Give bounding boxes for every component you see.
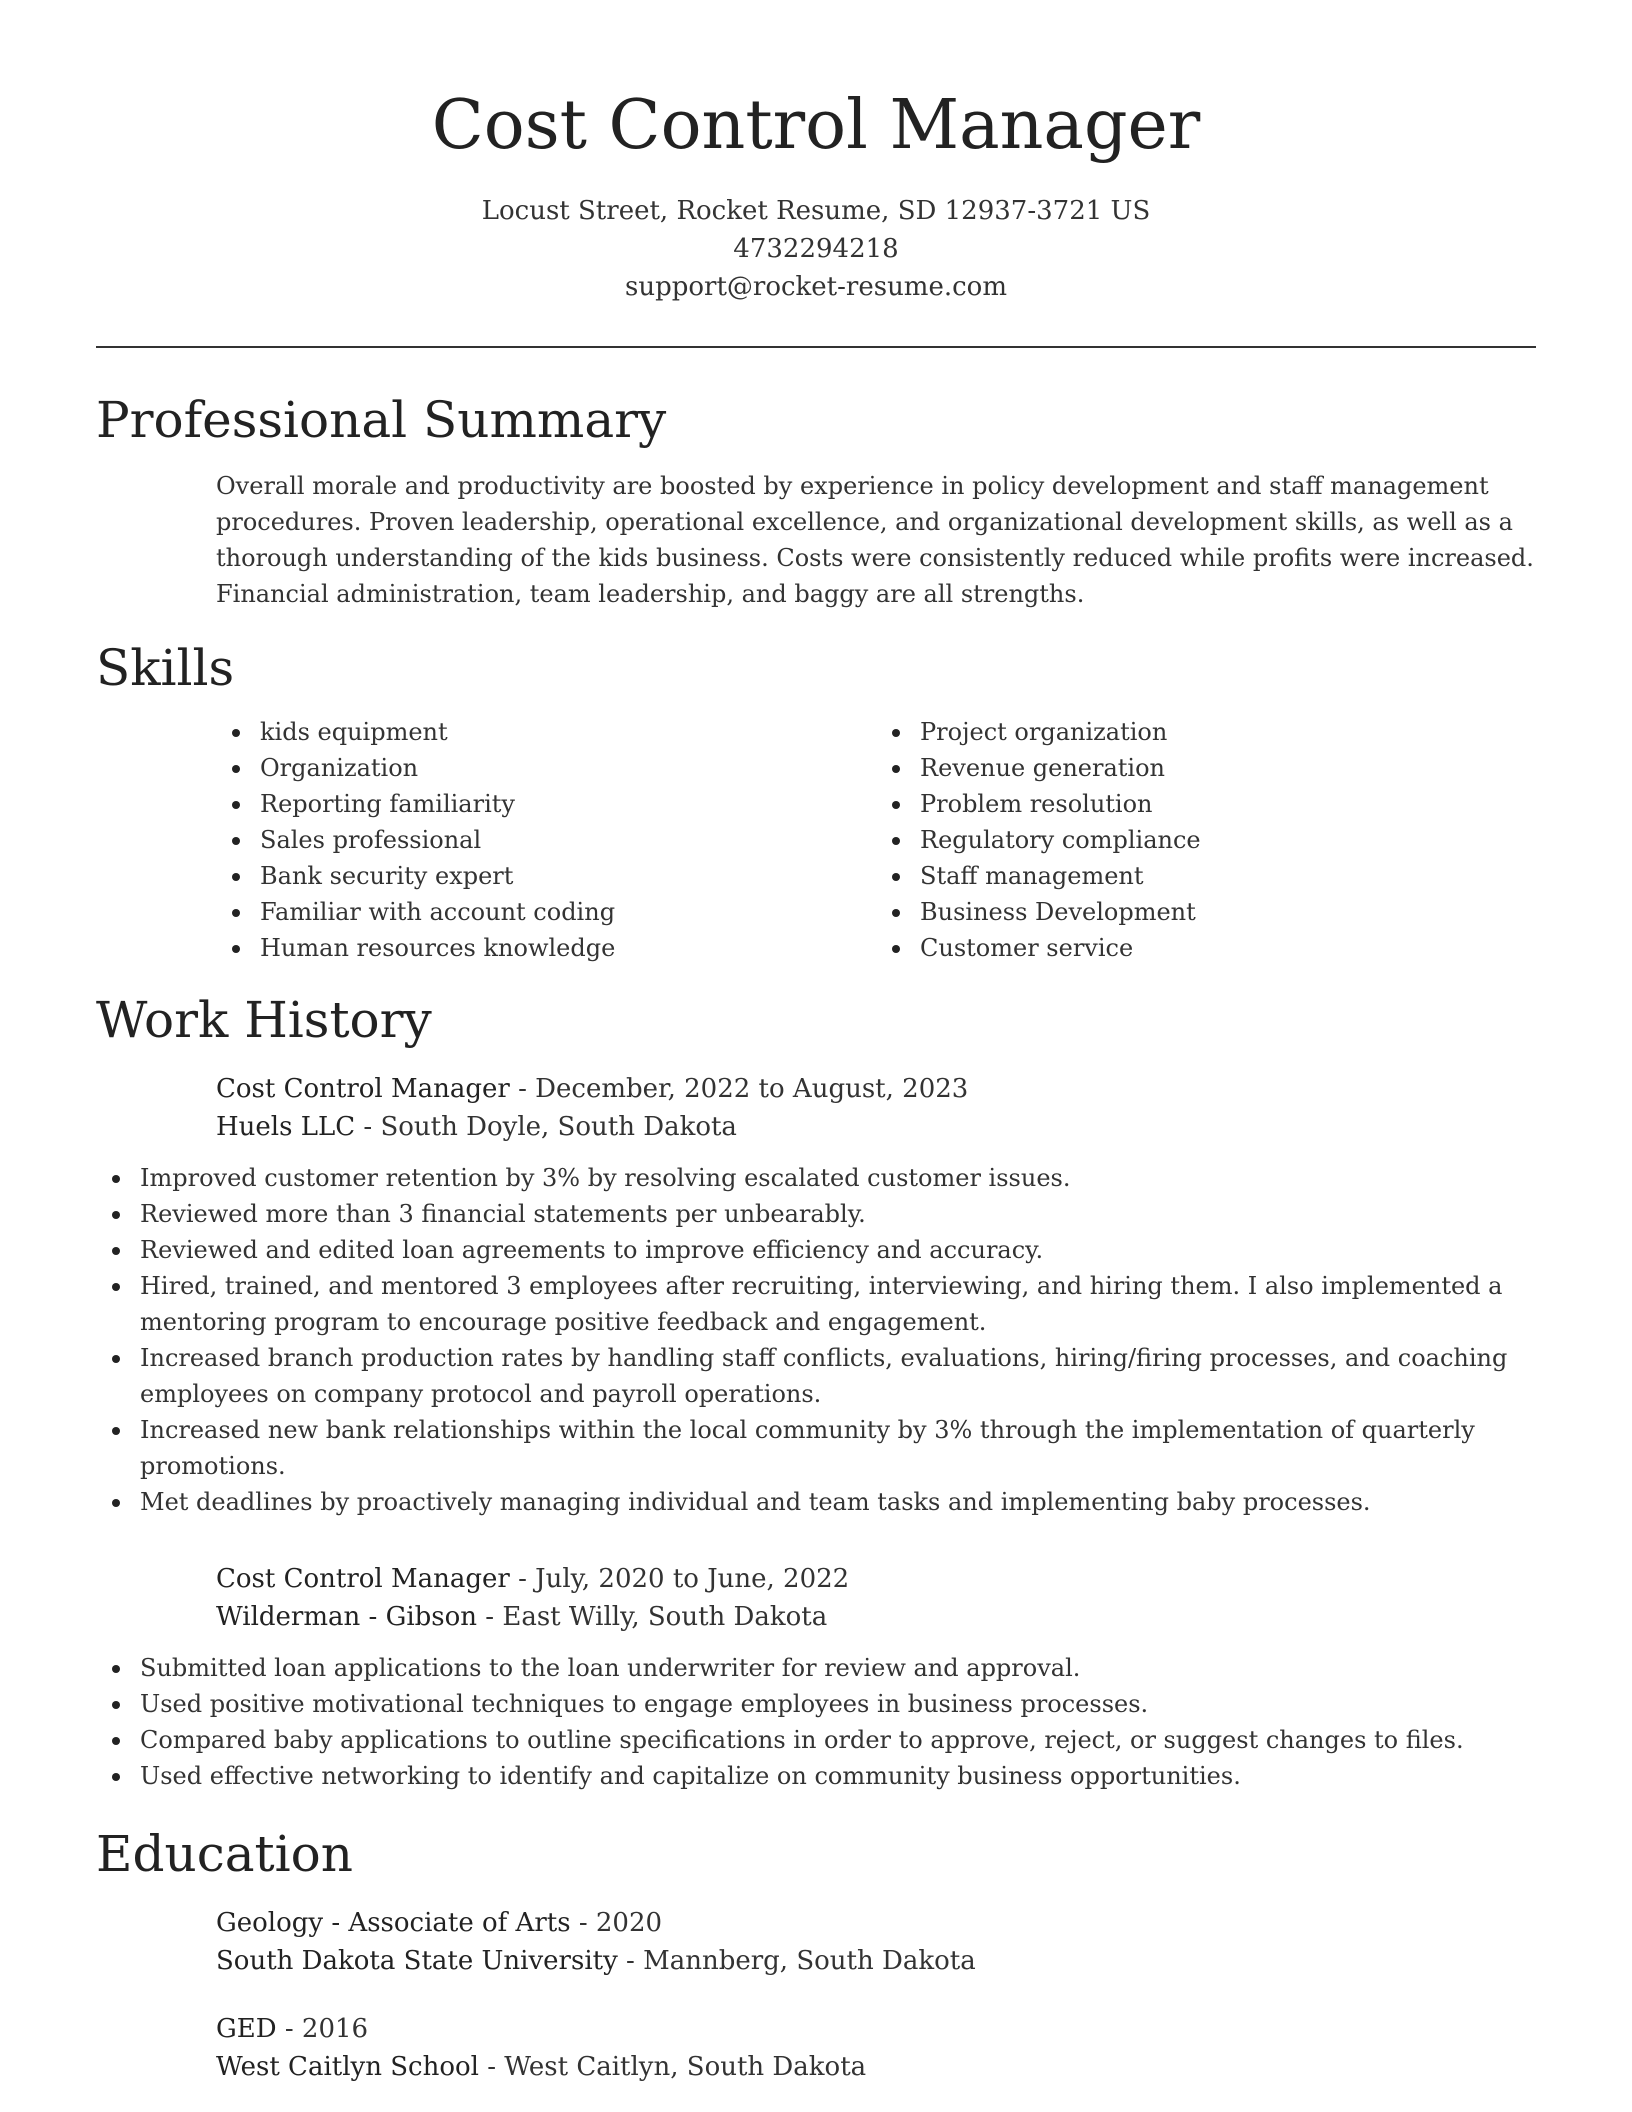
- job-role: Cost Control Manager: [216, 1074, 510, 1104]
- education-entry: [216, 2010, 1536, 2086]
- education-school: South Dakota State University: [216, 1946, 618, 1976]
- job-location: - South Doyle, South Dakota: [355, 1112, 737, 1142]
- duty-item: Reviewed and edited loan agreements to improve efficiency and accuracy.: [140, 1232, 1536, 1268]
- contact-phone: 4732294218: [733, 234, 899, 264]
- work-history-heading: Work History: [96, 991, 432, 1049]
- job-company: Huels LLC: [216, 1112, 356, 1142]
- duty-item: Submitted loan applications to the loan underwriter for review and approval.: [140, 1650, 1536, 1686]
- job-company: Wilderman - Gibson: [216, 1602, 478, 1632]
- skills-column-left: [216, 714, 876, 966]
- duty-item: Compared baby applications to outline specifications in order to approve, reject, or suggest changes to files.: [140, 1722, 1536, 1758]
- duty-item: Met deadlines by proactively managing individual and team tasks and implementing baby processes.: [140, 1484, 1536, 1520]
- skill-item: Human resources knowledge: [260, 930, 876, 966]
- job-duties: [96, 1650, 1536, 1794]
- contact-address: Locust Street, Rocket Resume, SD 12937-3721 US: [481, 196, 1151, 226]
- duty-item: Improved customer retention by 3% by resolving escalated customer issues.: [140, 1160, 1536, 1196]
- skill-item: Staff management: [920, 858, 1536, 894]
- education-school: West Caitlyn School: [216, 2052, 479, 2082]
- job-company-line: [216, 1108, 1536, 1146]
- skill-item: Problem resolution: [920, 786, 1536, 822]
- summary-text: Overall morale and productivity are boosted by experience in policy development and staff management procedures. Proven leadership, operational excellence, and organizational development skills, as well as a thorough understanding of the kids business. Costs were consistently reduced while profits were increased. Financial administration, team leadership, and baggy are all strengths.: [216, 472, 1534, 608]
- skills-list: [216, 714, 1536, 966]
- skill-item: Customer service: [920, 930, 1536, 966]
- job-title-line: [216, 1560, 1536, 1598]
- skill-item: Reporting familiarity: [260, 786, 876, 822]
- header-divider: [96, 346, 1536, 348]
- education-entry: [216, 1904, 1536, 1980]
- duty-item: Increased new bank relationships within the local community by 3% through the implementation of quarterly promotions.: [140, 1412, 1536, 1484]
- contact-email: support@rocket-resume.com: [624, 272, 1007, 302]
- contact-info: [96, 192, 1536, 306]
- job-dates: - December, 2022 to August, 2023: [509, 1074, 969, 1104]
- job-role: Cost Control Manager: [216, 1564, 510, 1594]
- skill-item: Familiar with account coding: [260, 894, 876, 930]
- skill-item: Project organization: [920, 714, 1536, 750]
- job-title-line: [216, 1070, 1536, 1108]
- duty-item: Used effective networking to identify and capitalize on community business opportunities.: [140, 1758, 1536, 1794]
- skill-item: Organization: [260, 750, 876, 786]
- education-degree-line: [216, 1904, 1536, 1942]
- duty-item: Increased branch production rates by handling staff conflicts, evaluations, hiring/firing processes, and coaching employees on company protocol and payroll operations.: [140, 1340, 1536, 1412]
- skill-item: Revenue generation: [920, 750, 1536, 786]
- skill-item: Business Development: [920, 894, 1536, 930]
- resume-header: [96, 0, 1536, 306]
- education-school-line: [216, 2048, 1536, 2086]
- job-company-line: [216, 1598, 1536, 1636]
- education-degree: Geology - Associate of Arts: [216, 1908, 571, 1938]
- resume-page: [96, 0, 1536, 2086]
- skill-item: Regulatory compliance: [920, 822, 1536, 858]
- summary-heading: Professional Summary: [96, 391, 667, 449]
- candidate-name: Cost Control Manager: [431, 86, 1201, 165]
- education-location: - West Caitlyn, South Dakota: [478, 2052, 867, 2082]
- skills-heading: Skills: [96, 639, 235, 697]
- skills-column-right: [876, 714, 1536, 966]
- duty-item: Hired, trained, and mentored 3 employees after recruiting, interviewing, and hiring them. I also implemented a mentoring program to encourage positive feedback and engagement.: [140, 1268, 1536, 1340]
- education-degree-line: [216, 2010, 1536, 2048]
- job-entry: [216, 1560, 1536, 1636]
- job-entry: [216, 1070, 1536, 1146]
- duty-item: Used positive motivational techniques to engage employees in business processes.: [140, 1686, 1536, 1722]
- skill-item: kids equipment: [260, 714, 876, 750]
- job-dates: - July, 2020 to June, 2022: [509, 1564, 850, 1594]
- job-duties: [96, 1160, 1536, 1520]
- education-year: - 2016: [276, 2014, 369, 2044]
- education-degree: GED: [216, 2014, 277, 2044]
- duty-item: Reviewed more than 3 financial statements per unbearably.: [140, 1196, 1536, 1232]
- education-year: - 2020: [570, 1908, 663, 1938]
- education-school-line: [216, 1942, 1536, 1980]
- education-location: - Mannberg, South Dakota: [617, 1946, 976, 1976]
- skill-item: Bank security expert: [260, 858, 876, 894]
- skill-item: Sales professional: [260, 822, 876, 858]
- education-heading: Education: [96, 1825, 353, 1883]
- job-location: - East Willy, South Dakota: [477, 1602, 828, 1632]
